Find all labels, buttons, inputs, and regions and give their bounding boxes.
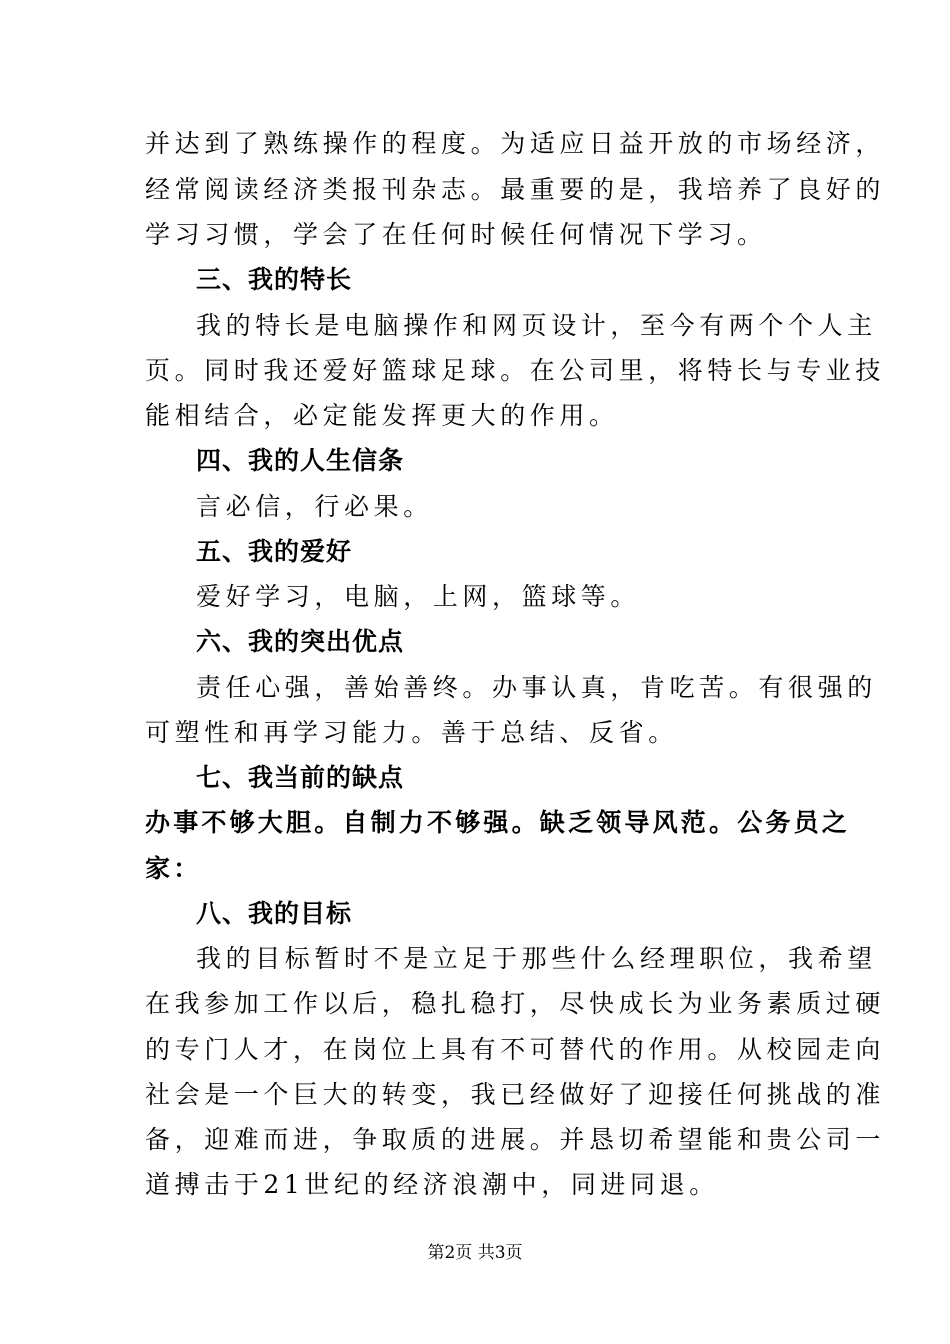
paragraph-line: 爱好学习，电脑，上网，篮球等。 [196, 582, 641, 611]
section-heading-motto: 四、我的人生信条 [196, 446, 405, 475]
paragraph-line: 言必信，行必果。 [196, 492, 433, 521]
paragraph-line: 页。同时我还爱好篮球足球。在公司里，将特长与专业技 [145, 356, 886, 385]
page-number-footer: 第2页 共3页 [427, 1243, 523, 1263]
paragraph-line: 的专门人才，在岗位上具有不可替代的作用。从校园走向 [145, 1035, 886, 1064]
section-heading-specialty: 三、我的特长 [196, 265, 353, 294]
section-heading-goals: 八、我的目标 [196, 899, 353, 928]
paragraph-line: 社会是一个巨大的转变，我已经做好了迎接任何挑战的准 [145, 1080, 886, 1109]
paragraph-line: 学习习惯，学会了在任何时候任何情况下学习。 [145, 220, 767, 249]
paragraph-line: 我的特长是电脑操作和网页设计，至今有两个个人主 [196, 311, 877, 340]
paragraph-line: 道搏击于21世纪的经济浪潮中，同进同退。 [145, 1170, 719, 1199]
section-heading-hobbies: 五、我的爱好 [196, 537, 353, 566]
paragraph-line: 备，迎难而进，争取质的进展。并恳切希望能和贵公司一 [145, 1125, 886, 1154]
paragraph-line-bold: 家： [145, 854, 202, 883]
paragraph-line-bold: 办事不够大胆。自制力不够强。缺乏领导风范。公务员之 [145, 808, 851, 837]
paragraph-line: 经常阅读经济类报刊杂志。最重要的是，我培养了良好的 [145, 175, 886, 204]
paragraph-line: 可塑性和再学习能力。善于总结、反省。 [145, 718, 678, 747]
section-heading-strengths: 六、我的突出优点 [196, 627, 405, 656]
paragraph-line: 责任心强，善始善终。办事认真，肯吃苦。有很强的 [196, 673, 877, 702]
section-heading-weaknesses: 七、我当前的缺点 [196, 763, 405, 792]
paragraph-line: 在我参加工作以后，稳扎稳打，尽快成长为业务素质过硬 [145, 989, 886, 1018]
paragraph-line: 能相结合，必定能发挥更大的作用。 [145, 401, 619, 430]
paragraph-line: 我的目标暂时不是立足于那些什么经理职位，我希望 [196, 944, 877, 973]
paragraph-line: 并达到了熟练操作的程度。为适应日益开放的市场经济， [145, 129, 886, 158]
